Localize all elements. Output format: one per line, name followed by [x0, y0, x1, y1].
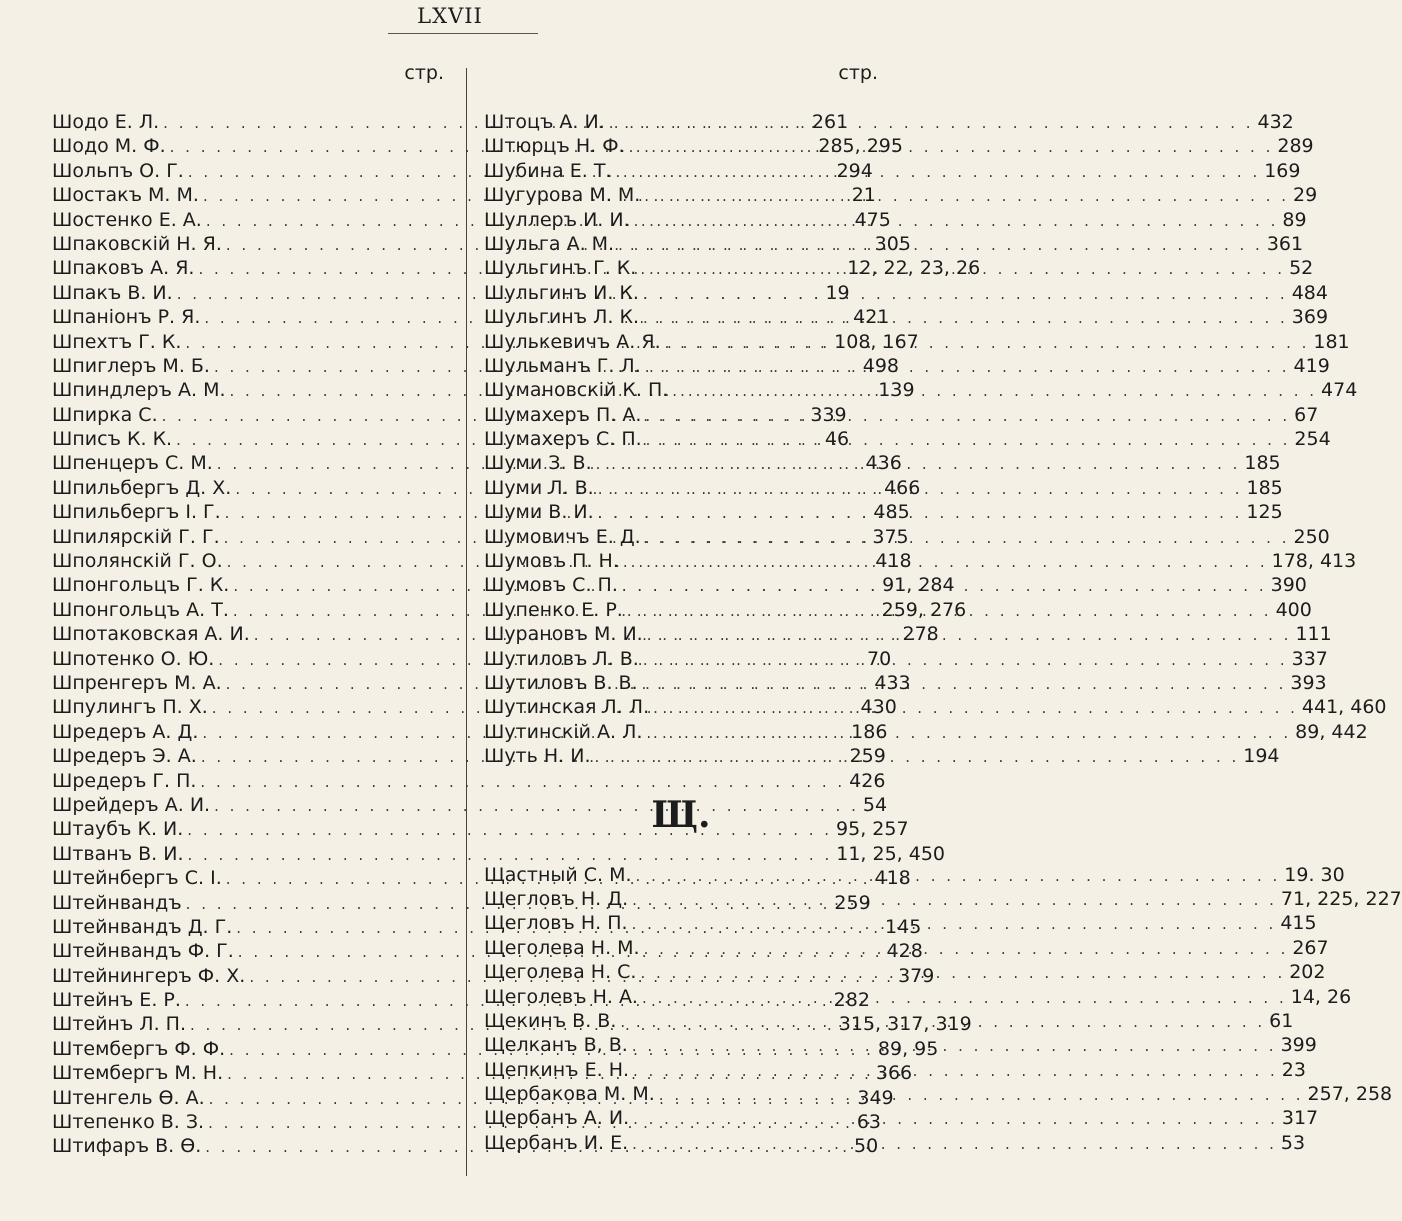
- dot-leader: [623, 599, 1276, 623]
- entry-name: Щегловъ Н. П.: [484, 912, 628, 935]
- entry-name: Щекинъ В. В.: [484, 1009, 617, 1032]
- entry-name: Шутиловъ В. В.: [484, 671, 638, 694]
- dot-leader: [628, 912, 1281, 936]
- index-entry: [52, 793, 888, 817]
- entry-pages: 285, 295: [818, 135, 903, 158]
- index-entry: [484, 208, 1307, 232]
- entry-pages: 337: [1291, 647, 1328, 670]
- entry-name: Штванъ В. И.: [52, 842, 184, 865]
- dot-leader: [594, 501, 1247, 525]
- entry-pages: 418: [875, 550, 912, 573]
- entry-name: Шуми З. В.: [484, 452, 592, 475]
- entry-pages: 484: [1291, 281, 1328, 304]
- entry-name: Шумовичъ Е. Д.: [484, 525, 641, 548]
- dot-leader: [641, 404, 1294, 428]
- entry-pages: 305: [874, 232, 911, 255]
- dot-leader: [636, 961, 1289, 985]
- entry-pages: 61: [1269, 1009, 1294, 1032]
- dot-leader: [630, 209, 1283, 233]
- dot-leader: [629, 1107, 1282, 1131]
- entry-pages: 441, 460: [1301, 696, 1387, 719]
- dot-leader: [640, 937, 1293, 961]
- entry-name: Шульгинъ Л. К.: [484, 306, 640, 329]
- entry-pages: 53: [1280, 1131, 1306, 1154]
- entry-name: Шредеръ Э. А.: [52, 745, 197, 768]
- entry-pages: 433: [874, 671, 911, 694]
- dot-leader: [611, 160, 1264, 184]
- entry-pages: 369: [1291, 306, 1329, 329]
- entry-name: Шуми В. И.: [484, 501, 594, 524]
- entry-name: Шодо Е. Л.: [52, 111, 160, 133]
- dot-leader: [636, 257, 1289, 281]
- dot-leader: [614, 233, 1267, 257]
- dot-leader: [618, 574, 1271, 598]
- column-heading-right: стр.: [838, 62, 878, 84]
- dot-leader: [628, 1034, 1281, 1058]
- entry-pages: 63: [856, 1111, 882, 1134]
- entry-pages: 294: [836, 159, 873, 182]
- entry-name: Шутиловъ Л. В.: [484, 647, 639, 670]
- entry-name: Шумовъ П. Н.: [484, 550, 619, 573]
- entry-pages: 349: [857, 1086, 894, 1109]
- entry-pages: 315, 317, 319: [838, 1013, 972, 1036]
- dot-leader: [641, 526, 1294, 550]
- entry-name: Шугурова М. М.: [484, 184, 641, 207]
- entry-pages: 67: [1294, 403, 1319, 426]
- entry-pages: 125: [1246, 501, 1283, 524]
- entry-name: Шпильбергъ І. Г.: [52, 501, 221, 524]
- entry-name: Штейнвандъ: [52, 891, 182, 914]
- index-entry: [484, 744, 1280, 768]
- entry-name: Шумановскій К. П.: [484, 379, 669, 402]
- entry-name: Штейнингеръ Ф. Х.: [52, 964, 246, 987]
- index-entry: [484, 110, 1294, 134]
- dot-leader: [655, 1083, 1308, 1107]
- dot-leader: [640, 184, 1293, 208]
- entry-pages: 29: [1293, 184, 1318, 207]
- entry-pages: 254: [1294, 428, 1331, 451]
- entry-name: Штейнвандъ Д. Г.: [52, 915, 233, 938]
- entry-pages: 11, 25, 450: [836, 842, 946, 865]
- entry-pages: 426: [849, 769, 886, 792]
- entry-name: Шубина Е. Т.: [484, 159, 612, 182]
- entry-pages: 282: [833, 989, 870, 1012]
- entry-pages: 91, 284: [882, 574, 955, 597]
- dot-leader: [625, 135, 1278, 159]
- entry-pages: 89: [1282, 208, 1307, 231]
- entry-name: Шульгинъ И. К.: [484, 281, 639, 304]
- entry-pages: 261: [811, 111, 849, 133]
- entry-name: Шулькевичъ А. Я.: [484, 330, 661, 353]
- entry-name: Шпакъ В. И.: [52, 281, 173, 304]
- entry-pages: 317: [1281, 1107, 1319, 1130]
- entry-name: Шутинская Л. Л.: [484, 696, 650, 719]
- entry-pages: 375: [872, 525, 909, 548]
- entry-name: Шредеръ Г. П.: [52, 769, 197, 792]
- entry-pages: 278: [902, 623, 939, 646]
- dot-leader: [639, 648, 1292, 672]
- entry-pages: 436: [865, 452, 902, 475]
- entry-pages: 339: [810, 403, 847, 426]
- entry-pages: 181: [1313, 330, 1350, 353]
- entry-name: Шредеръ А. Д.: [52, 720, 199, 743]
- entry-name: Шульга А. М.: [484, 232, 615, 255]
- index-entry: [52, 769, 886, 793]
- dot-leader: [668, 379, 1321, 403]
- dot-leader: [638, 986, 1291, 1010]
- entry-name: Штенгель Ѳ. А.: [52, 1086, 205, 1109]
- entry-name: Шпонгольцъ А. Т.: [52, 598, 229, 621]
- entry-name: Штембергъ Ф. Ф.: [52, 1037, 226, 1060]
- entry-name: Щегловъ Н. Д.: [484, 887, 629, 910]
- entry-name: Шпаковъ А. Я.: [52, 257, 195, 280]
- entry-pages: 257, 258: [1307, 1083, 1393, 1106]
- dot-leader: [642, 428, 1295, 452]
- entry-name: Шпаніонъ Р. Я.: [52, 306, 201, 329]
- entry-name: Штейнбергъ С. І.: [52, 867, 222, 890]
- entry-pages: 259, 276: [881, 598, 967, 621]
- entry-pages: 89, 442: [1295, 720, 1368, 743]
- dot-leader: [591, 745, 1244, 769]
- entry-pages: 46: [824, 428, 850, 451]
- index-entry: [484, 427, 1331, 451]
- entry-pages: 194: [1243, 745, 1280, 768]
- entry-pages: 145: [885, 915, 922, 938]
- entry-pages: 185: [1246, 476, 1283, 499]
- entry-name: Шостакъ М. М.: [52, 184, 199, 207]
- entry-name: Шпулингъ П. Х.: [52, 696, 208, 719]
- entry-pages: 108, 167: [834, 330, 919, 353]
- entry-name: Щепкинъ Е. Н.: [484, 1058, 630, 1081]
- dot-leader: [661, 331, 1314, 355]
- entry-name: Щербанъ И. Е.: [484, 1131, 629, 1154]
- entry-pages: 19. 30: [1284, 863, 1345, 886]
- entry-name: Штейнъ Е. Р.: [52, 989, 181, 1012]
- entry-name: Шпаковскій Н. Я.: [52, 232, 222, 255]
- entry-name: Штоцъ А. И.: [484, 111, 605, 133]
- entry-pages: 186: [851, 720, 888, 743]
- entry-name: Щастный С. М.: [484, 863, 632, 886]
- entry-pages: 428: [886, 940, 923, 963]
- entry-pages: 418: [874, 867, 911, 890]
- entry-name: Щеголевъ Н. А.: [484, 985, 638, 1008]
- entry-pages: 169: [1264, 159, 1301, 182]
- entry-pages: 50: [854, 1135, 879, 1158]
- entry-pages: 52: [1289, 257, 1314, 280]
- entry-pages: 21: [851, 184, 876, 207]
- index-entry: [484, 134, 1314, 158]
- index-entry: [484, 305, 1329, 329]
- dot-leader: [605, 111, 1258, 135]
- entry-name: Шпехтъ Г. К.: [52, 330, 182, 353]
- entry-name: Штейнъ Л. П.: [52, 1013, 187, 1036]
- dot-leader: [642, 721, 1295, 745]
- entry-name: Щербакова М. М.: [484, 1083, 655, 1106]
- entry-name: Щелканъ В, В.: [484, 1034, 628, 1057]
- entry-pages: 54: [862, 793, 888, 816]
- entry-pages: 361: [1266, 232, 1304, 255]
- entry-pages: 71, 225, 227: [1280, 887, 1402, 910]
- dot-leader: [629, 1059, 1282, 1083]
- entry-name: Шупенко Е. Р.: [484, 598, 623, 621]
- entry-name: Шполянскій Г. О.: [52, 550, 223, 573]
- entry-pages: 498: [862, 354, 899, 377]
- entry-name: Штепенко В. З.: [52, 1111, 205, 1134]
- entry-name: Штифаръ В. Ѳ.: [52, 1135, 202, 1158]
- entry-pages: 259: [849, 745, 886, 768]
- entry-name: Шурановъ М. И.: [484, 623, 643, 646]
- dot-leader: [628, 1132, 1281, 1156]
- dot-leader: [616, 1010, 1269, 1034]
- entry-name: Шпонгольцъ Г. К.: [52, 574, 230, 597]
- dot-leader: [639, 306, 1292, 330]
- entry-name: Шпотаковская А. И.: [52, 623, 250, 646]
- entry-pages: 14, 26: [1290, 985, 1352, 1008]
- section-letter: Щ.: [651, 793, 711, 836]
- entry-pages: 289: [1277, 135, 1314, 158]
- entry-pages: 432: [1257, 111, 1294, 133]
- entry-name: Шпиглеръ М. Б.: [52, 354, 210, 377]
- index-entry: [52, 842, 946, 866]
- entry-pages: 23: [1281, 1058, 1306, 1081]
- entry-name: Шуми Л. В.: [484, 476, 594, 499]
- entry-name: Шольпъ О. Г.: [52, 159, 184, 182]
- entry-pages: 259: [834, 891, 871, 914]
- entry-name: Щербанъ А. И.: [484, 1107, 630, 1130]
- entry-pages: 430: [860, 696, 897, 719]
- entry-name: Шумахеръ П. А.: [484, 403, 642, 426]
- entry-pages: 366: [875, 1062, 913, 1085]
- index-entry: [484, 330, 1350, 354]
- dot-leader: [638, 672, 1291, 696]
- entry-pages: 419: [1293, 354, 1330, 377]
- entry-pages: 178, 413: [1271, 550, 1357, 573]
- entry-name: Шульманъ Г. Л.: [484, 354, 641, 377]
- entry-pages: 485: [873, 501, 910, 524]
- entry-name: Шостенко Е. А.: [52, 208, 202, 231]
- entry-pages: 421: [853, 306, 890, 329]
- index-entry: [484, 159, 1301, 183]
- entry-pages: 185: [1244, 452, 1281, 475]
- index-entry: [484, 985, 1352, 1009]
- entry-pages: 415: [1280, 912, 1317, 935]
- entry-name: Шпилярскій Г. Г.: [52, 525, 220, 548]
- entry-name: Шутинскій А. Л.: [484, 720, 643, 743]
- entry-name: Штаубъ К. И.: [52, 818, 184, 841]
- entry-pages: 267: [1292, 936, 1329, 959]
- dot-leader: [639, 282, 1292, 306]
- entry-name: Шпиндлеръ А. М.: [52, 379, 226, 402]
- entry-name: Шпотенко О. Ю.: [52, 647, 215, 670]
- index-entry: [484, 1131, 1306, 1155]
- entry-name: Шрейдеръ А. И.: [52, 793, 211, 816]
- entry-pages: 139: [878, 379, 915, 402]
- entry-name: Шумовъ С. П.: [484, 574, 618, 597]
- entry-pages: 89, 95: [877, 1037, 939, 1060]
- dot-leader: [592, 452, 1245, 476]
- dot-leader: [641, 355, 1294, 379]
- entry-pages: 70: [867, 647, 892, 670]
- index-entry: [484, 887, 1402, 911]
- dot-leader: [628, 888, 1281, 912]
- entry-name: Шуллеръ И. И.: [484, 208, 630, 231]
- index-entry: [52, 817, 909, 841]
- entry-name: Шульгинъ Г. К.: [484, 257, 637, 280]
- entry-pages: 475: [854, 208, 891, 231]
- entry-name: Шпирка С.: [52, 403, 158, 426]
- entry-pages: 250: [1293, 525, 1330, 548]
- entry-pages: 202: [1289, 961, 1326, 984]
- dot-leader: [632, 864, 1285, 888]
- entry-name: Шпильбергъ Д. Х.: [52, 476, 232, 499]
- entry-pages: 12, 22, 23, 26: [847, 257, 981, 280]
- entry-name: Щеголева Н. С.: [484, 961, 637, 984]
- entry-name: Штюрцъ Н. Ф.: [484, 135, 625, 158]
- entry-pages: 379: [898, 964, 935, 987]
- entry-name: Штейнвандъ Ф. Г.: [52, 940, 234, 963]
- dot-leader: [619, 550, 1272, 574]
- entry-pages: 390: [1270, 574, 1307, 597]
- entry-name: Штембергъ М. Н.: [52, 1062, 224, 1085]
- index-entry: [484, 720, 1368, 744]
- index-entry: [484, 1106, 1319, 1130]
- dot-leader: [649, 696, 1302, 720]
- entry-name: Шписъ К. К.: [52, 428, 173, 451]
- dot-leader: [594, 477, 1247, 501]
- index-entry: [484, 281, 1328, 305]
- entry-pages: 400: [1275, 598, 1312, 621]
- entry-name: Шуть Н. И.: [484, 745, 591, 768]
- entry-pages: 95, 257: [836, 818, 909, 841]
- index-entry: [484, 403, 1319, 427]
- entry-name: Шумахеръ С. П.: [484, 428, 642, 451]
- index-entry: [484, 183, 1318, 207]
- entry-name: Щеголева Н. М.: [484, 936, 640, 959]
- entry-pages: 474: [1321, 379, 1358, 402]
- entry-pages: 19: [825, 281, 850, 304]
- dot-leader: [643, 623, 1296, 647]
- entry-pages: 466: [884, 476, 921, 499]
- entry-name: Шпенцеръ С. М.: [52, 452, 213, 475]
- entry-name: Шпренгеръ М. А.: [52, 671, 222, 694]
- entry-pages: 111: [1295, 623, 1332, 646]
- entry-name: Шодо М. Ф.: [52, 135, 166, 158]
- column-heading-left: стр.: [404, 62, 444, 84]
- entry-pages: 399: [1280, 1034, 1317, 1057]
- entry-pages: 393: [1290, 671, 1327, 694]
- header-rule: [388, 33, 538, 34]
- page-number: LXVII: [417, 4, 483, 28]
